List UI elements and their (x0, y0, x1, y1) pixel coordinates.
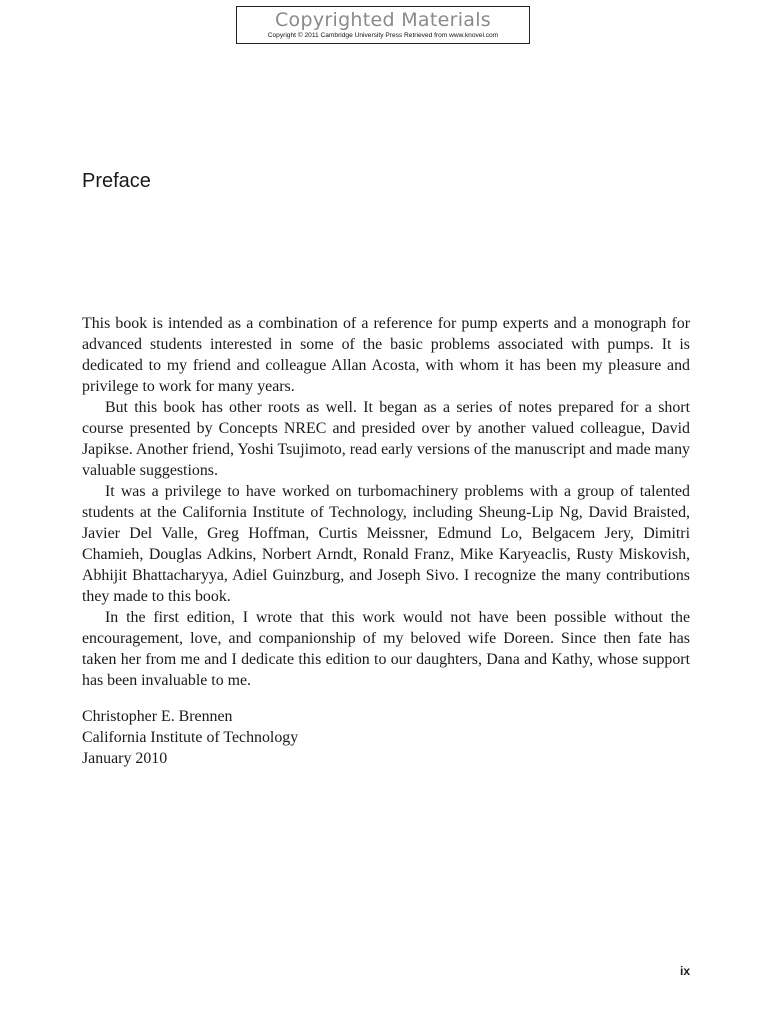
paragraph-3: It was a privilege to have worked on turbomachinery problems with a group of talented students at the California Institute of Technology, including Sheung-Lip Ng, David Braisted, Javier Del Valle, Greg Hoffman, Curtis Meissner, Edmund Lo, Belgacem Jery, Dimitri Chamieh, Douglas Adkins, Norbert Arndt, Ronald Franz, Mike Karyeaclis, Rusty Miskovish, Abhijit Bhattacharyya, Adiel Guinzburg, and Joseph Sivo. I recognize the many contributions they made to this book. (82, 483, 690, 605)
paragraph-2: But this book has other roots as well. It began as a series of notes prepared for a short course presented by Concepts NREC and presided over by another valued colleague, David Japikse. Another friend, Yoshi Tsujimoto, read early versions of the manuscript and made many valuable suggestions. (82, 399, 690, 479)
watermark-title: Copyrighted Materials (274, 9, 491, 31)
paragraph-1: This book is intended as a combination of a reference for pump experts and a monograph for advanced students interested in some of the basic problems associated with pumps. It is dedicated to my friend and colleague Allan Acosta, with whom it has been my pleasure and privilege to work for many years. (82, 315, 690, 395)
preface-body (82, 313, 690, 691)
page-title: Preface (82, 170, 151, 192)
page-number: ix (679, 964, 690, 978)
copyright-watermark (236, 6, 530, 44)
signature-date: January 2010 (82, 750, 168, 767)
author-name: Christopher E. Brennen (82, 708, 233, 725)
author-institution: California Institute of Technology (82, 729, 299, 746)
signature-block (82, 706, 298, 769)
watermark-subtitle: Copyright © 2011 Cambridge University Press Retrieved from www.knovel.com (267, 32, 499, 39)
paragraph-4: In the first edition, I wrote that this work would not have been possible without the encouragement, love, and companionship of my beloved wife Doreen. Since then fate has taken her from me and I dedicate this edition to our daughters, Dana and Kathy, whose support has been invaluable to me. (82, 609, 690, 689)
